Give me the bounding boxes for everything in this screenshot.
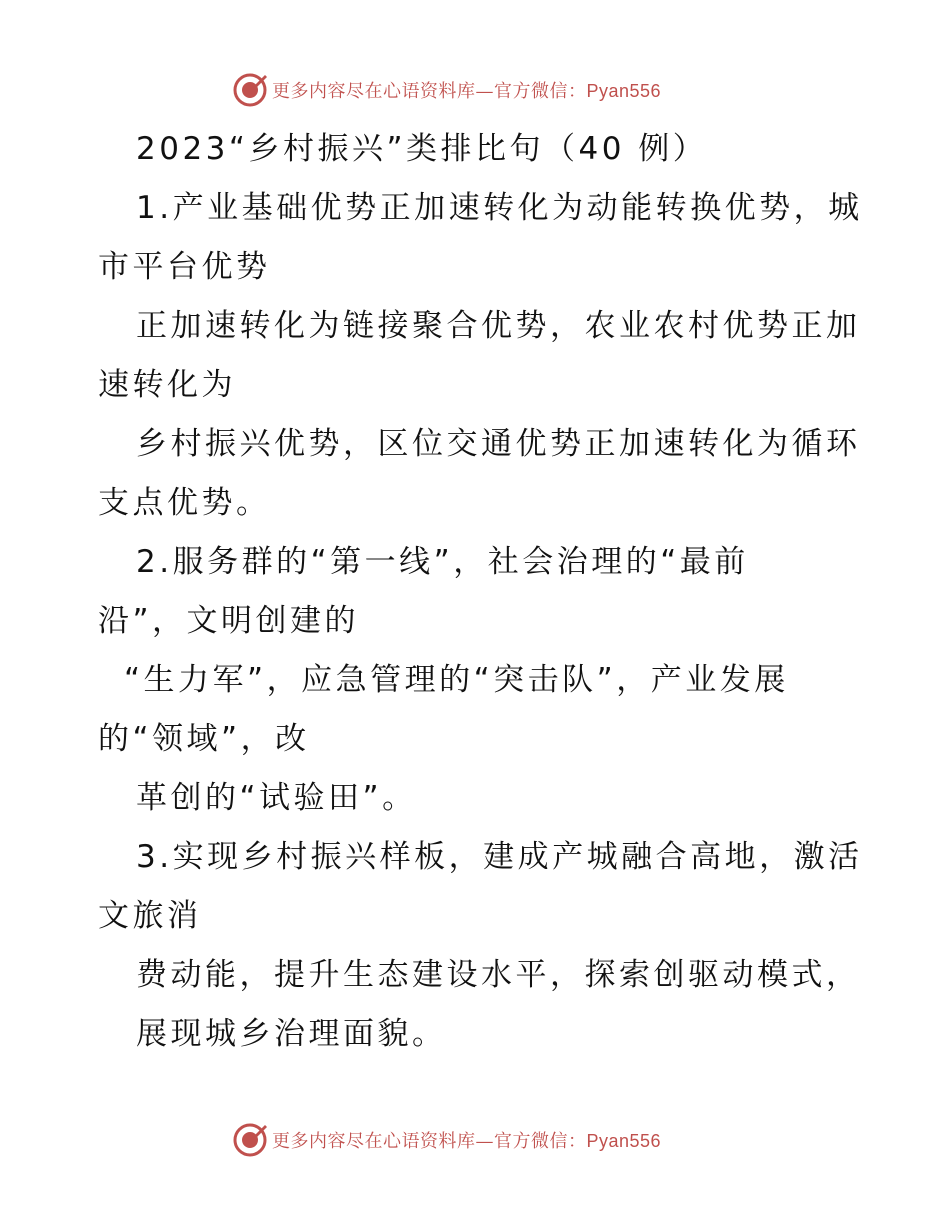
document-title: 2023“乡村振兴”类排比句（40 例） bbox=[136, 131, 708, 167]
text-line: 展现城乡治理面貌。 bbox=[136, 1016, 447, 1052]
text-line: 沿”，文明创建的 bbox=[98, 603, 360, 639]
text-line: 的“领域”，改 bbox=[98, 721, 310, 757]
text-line: 市平台优势 bbox=[98, 249, 271, 285]
text-line: 文旅消 bbox=[98, 898, 202, 934]
text-line: 正加速转化为链接聚合优势，农业农村优势正加 bbox=[136, 308, 861, 344]
watermark-main-text: 更多内容尽在心语资料库 bbox=[272, 81, 476, 102]
document-body bbox=[98, 120, 863, 1064]
watermark-label: 官方微信： bbox=[494, 1131, 587, 1152]
watermark-separator: — bbox=[475, 81, 494, 102]
text-line: 3.实现乡村振兴样板，建成产城融合高地，激活 bbox=[136, 839, 863, 875]
pen-logo-icon bbox=[232, 1122, 268, 1158]
text-line: 革创的“试验田”。 bbox=[136, 780, 417, 816]
text-line: 2.服务群的“第一线”，社会治理的“最前 bbox=[136, 544, 749, 580]
text-line: 支点优势。 bbox=[98, 485, 271, 521]
watermark-id: Pyan556 bbox=[586, 81, 662, 101]
watermark-main-text: 更多内容尽在心语资料库 bbox=[272, 1131, 476, 1152]
text-line: 速转化为 bbox=[98, 367, 236, 403]
watermark-label: 官方微信： bbox=[494, 81, 587, 102]
pen-logo-icon bbox=[232, 72, 268, 108]
footer-watermark bbox=[232, 1122, 752, 1158]
text-line: “生力军”，应急管理的“突击队”，产业发展 bbox=[124, 662, 789, 698]
text-line: 费动能，提升生态建设水平，探索创驱动模式， bbox=[136, 957, 861, 993]
watermark-separator: — bbox=[475, 1131, 494, 1152]
text-line: 乡村振兴优势，区位交通优势正加速转化为循环 bbox=[136, 426, 861, 462]
header-watermark bbox=[232, 72, 752, 108]
text-line: 1.产业基础优势正加速转化为动能转换优势，城 bbox=[136, 190, 863, 226]
watermark-id: Pyan556 bbox=[586, 1131, 662, 1151]
